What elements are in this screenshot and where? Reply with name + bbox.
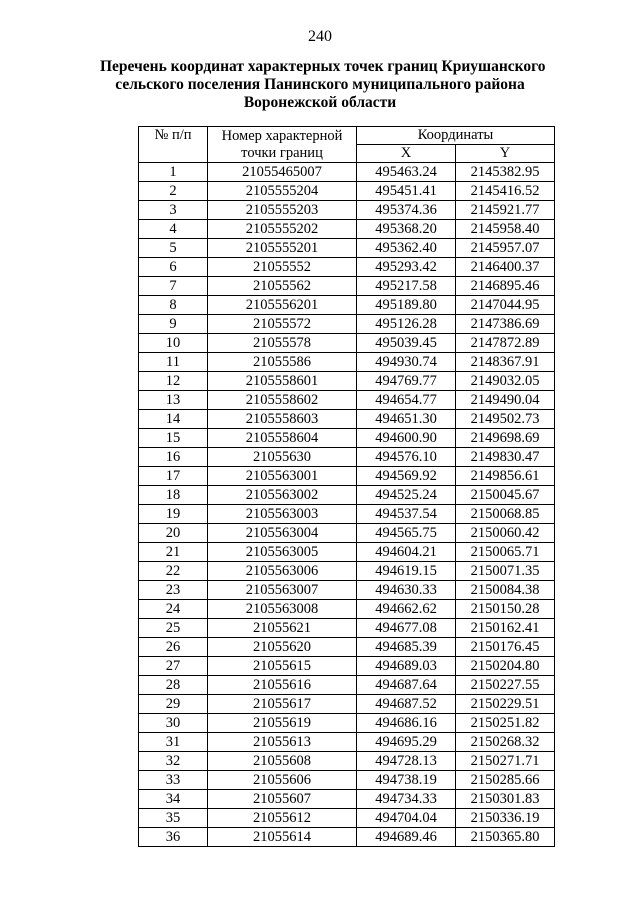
cell-num: 9 xyxy=(139,315,208,334)
cell-point-id: 2105555202 xyxy=(208,220,357,239)
cell-point-id: 21055617 xyxy=(208,695,357,714)
table-row xyxy=(139,372,555,391)
table-row xyxy=(139,676,555,695)
table-row xyxy=(139,809,555,828)
cell-x: 494685.39 xyxy=(357,638,456,657)
cell-num: 35 xyxy=(139,809,208,828)
cell-x: 495362.40 xyxy=(357,239,456,258)
header-coords: Координаты xyxy=(357,127,555,145)
cell-x: 494600.90 xyxy=(357,429,456,448)
cell-num: 17 xyxy=(139,467,208,486)
coordinates-table xyxy=(138,126,555,847)
cell-x: 495126.28 xyxy=(357,315,456,334)
cell-x: 495374.36 xyxy=(357,201,456,220)
header-num: № п/п xyxy=(139,127,208,163)
table-row xyxy=(139,790,555,809)
cell-point-id: 21055630 xyxy=(208,448,357,467)
cell-num: 13 xyxy=(139,391,208,410)
cell-y: 2150229.51 xyxy=(456,695,555,714)
cell-y: 2145958.40 xyxy=(456,220,555,239)
table-row xyxy=(139,467,555,486)
cell-num: 16 xyxy=(139,448,208,467)
cell-y: 2150176.45 xyxy=(456,638,555,657)
table-row xyxy=(139,334,555,353)
cell-y: 2150285.66 xyxy=(456,771,555,790)
cell-num: 11 xyxy=(139,353,208,372)
cell-point-id: 21055615 xyxy=(208,657,357,676)
table-row xyxy=(139,258,555,277)
header-x: X xyxy=(357,145,456,163)
cell-x: 494619.15 xyxy=(357,562,456,581)
cell-y: 2150084.38 xyxy=(456,581,555,600)
cell-y: 2146895.46 xyxy=(456,277,555,296)
table-row xyxy=(139,600,555,619)
header-point xyxy=(208,127,357,163)
cell-num: 5 xyxy=(139,239,208,258)
cell-y: 2150065.71 xyxy=(456,543,555,562)
cell-point-id: 21055572 xyxy=(208,315,357,334)
cell-y: 2147872.89 xyxy=(456,334,555,353)
cell-num: 3 xyxy=(139,201,208,220)
cell-point-id: 21055608 xyxy=(208,752,357,771)
cell-y: 2149032.05 xyxy=(456,372,555,391)
cell-point-id: 21055614 xyxy=(208,828,357,847)
title-line: Воронежской области xyxy=(243,94,397,111)
cell-point-id: 2105558604 xyxy=(208,429,357,448)
cell-x: 494525.24 xyxy=(357,486,456,505)
cell-x: 495451.41 xyxy=(357,182,456,201)
cell-num: 12 xyxy=(139,372,208,391)
table-row xyxy=(139,505,555,524)
cell-point-id: 21055562 xyxy=(208,277,357,296)
cell-y: 2150336.19 xyxy=(456,809,555,828)
cell-num: 33 xyxy=(139,771,208,790)
cell-num: 1 xyxy=(139,163,208,182)
cell-y: 2148367.91 xyxy=(456,353,555,372)
cell-num: 29 xyxy=(139,695,208,714)
cell-y: 2149830.47 xyxy=(456,448,555,467)
cell-num: 10 xyxy=(139,334,208,353)
table-body xyxy=(139,163,555,847)
cell-num: 6 xyxy=(139,258,208,277)
cell-point-id: 21055619 xyxy=(208,714,357,733)
cell-point-id: 21055612 xyxy=(208,809,357,828)
cell-y: 2150268.32 xyxy=(456,733,555,752)
cell-num: 32 xyxy=(139,752,208,771)
cell-point-id: 2105558602 xyxy=(208,391,357,410)
cell-y: 2150301.83 xyxy=(456,790,555,809)
document-title xyxy=(100,58,546,112)
cell-y: 2150045.67 xyxy=(456,486,555,505)
table-header xyxy=(139,127,555,163)
table-row xyxy=(139,429,555,448)
table-row xyxy=(139,714,555,733)
cell-point-id: 21055578 xyxy=(208,334,357,353)
cell-num: 19 xyxy=(139,505,208,524)
table-row xyxy=(139,828,555,847)
cell-y: 2150068.85 xyxy=(456,505,555,524)
cell-num: 27 xyxy=(139,657,208,676)
page-number: 240 xyxy=(308,28,332,45)
cell-num: 22 xyxy=(139,562,208,581)
cell-num: 8 xyxy=(139,296,208,315)
table-row xyxy=(139,239,555,258)
cell-x: 494687.64 xyxy=(357,676,456,695)
cell-point-id: 2105555203 xyxy=(208,201,357,220)
cell-num: 7 xyxy=(139,277,208,296)
cell-y: 2145382.95 xyxy=(456,163,555,182)
table-row xyxy=(139,410,555,429)
cell-point-id: 21055607 xyxy=(208,790,357,809)
cell-point-id: 2105558603 xyxy=(208,410,357,429)
cell-point-id: 2105563005 xyxy=(208,543,357,562)
header-y: Y xyxy=(456,145,555,163)
cell-point-id: 21055621 xyxy=(208,619,357,638)
cell-point-id: 2105555201 xyxy=(208,239,357,258)
cell-x: 494537.54 xyxy=(357,505,456,524)
cell-x: 495039.45 xyxy=(357,334,456,353)
cell-point-id: 21055613 xyxy=(208,733,357,752)
cell-x: 494630.33 xyxy=(357,581,456,600)
cell-point-id: 2105563006 xyxy=(208,562,357,581)
cell-y: 2150204.80 xyxy=(456,657,555,676)
table-row xyxy=(139,562,555,581)
cell-x: 494686.16 xyxy=(357,714,456,733)
cell-point-id: 21055465007 xyxy=(208,163,357,182)
cell-point-id: 2105555204 xyxy=(208,182,357,201)
cell-num: 25 xyxy=(139,619,208,638)
cell-point-id: 21055606 xyxy=(208,771,357,790)
cell-num: 26 xyxy=(139,638,208,657)
cell-y: 2149856.61 xyxy=(456,467,555,486)
table-row xyxy=(139,657,555,676)
cell-y: 2150060.42 xyxy=(456,524,555,543)
cell-y: 2150150.28 xyxy=(456,600,555,619)
cell-num: 31 xyxy=(139,733,208,752)
cell-y: 2150251.82 xyxy=(456,714,555,733)
cell-num: 4 xyxy=(139,220,208,239)
cell-point-id: 2105563008 xyxy=(208,600,357,619)
cell-y: 2150365.80 xyxy=(456,828,555,847)
cell-y: 2149698.69 xyxy=(456,429,555,448)
cell-x: 494654.77 xyxy=(357,391,456,410)
header-point-line: точки границ xyxy=(241,144,323,161)
cell-x: 494651.30 xyxy=(357,410,456,429)
cell-x: 494704.04 xyxy=(357,809,456,828)
table-row xyxy=(139,638,555,657)
table-row xyxy=(139,695,555,714)
cell-x: 494695.29 xyxy=(357,733,456,752)
cell-point-id: 2105558601 xyxy=(208,372,357,391)
cell-x: 495463.24 xyxy=(357,163,456,182)
cell-num: 2 xyxy=(139,182,208,201)
cell-point-id: 21055586 xyxy=(208,353,357,372)
table-row xyxy=(139,391,555,410)
cell-x: 494689.46 xyxy=(357,828,456,847)
table-row xyxy=(139,448,555,467)
cell-x: 494734.33 xyxy=(357,790,456,809)
cell-num: 36 xyxy=(139,828,208,847)
cell-y: 2150271.71 xyxy=(456,752,555,771)
cell-point-id: 2105563003 xyxy=(208,505,357,524)
cell-num: 21 xyxy=(139,543,208,562)
cell-y: 2150071.35 xyxy=(456,562,555,581)
table-row xyxy=(139,277,555,296)
table-row xyxy=(139,220,555,239)
cell-x: 495189.80 xyxy=(357,296,456,315)
cell-num: 28 xyxy=(139,676,208,695)
table-row xyxy=(139,619,555,638)
table-row xyxy=(139,163,555,182)
cell-point-id: 2105563002 xyxy=(208,486,357,505)
cell-x: 494738.19 xyxy=(357,771,456,790)
title-line: сельского поселения Панинского муниципального района xyxy=(115,76,525,93)
cell-y: 2145957.07 xyxy=(456,239,555,258)
table-row xyxy=(139,752,555,771)
cell-x: 494769.77 xyxy=(357,372,456,391)
table-row xyxy=(139,201,555,220)
cell-num: 20 xyxy=(139,524,208,543)
cell-x: 495293.42 xyxy=(357,258,456,277)
table-row xyxy=(139,296,555,315)
cell-num: 15 xyxy=(139,429,208,448)
cell-x: 494576.10 xyxy=(357,448,456,467)
header-point-line: Номер характерной xyxy=(221,127,343,144)
cell-x: 494728.13 xyxy=(357,752,456,771)
cell-num: 24 xyxy=(139,600,208,619)
cell-x: 494930.74 xyxy=(357,353,456,372)
cell-y: 2149502.73 xyxy=(456,410,555,429)
cell-x: 494569.92 xyxy=(357,467,456,486)
cell-point-id: 2105563007 xyxy=(208,581,357,600)
cell-x: 494604.21 xyxy=(357,543,456,562)
cell-y: 2145921.77 xyxy=(456,201,555,220)
table-row xyxy=(139,771,555,790)
table-row xyxy=(139,543,555,562)
cell-x: 494565.75 xyxy=(357,524,456,543)
cell-point-id: 2105563001 xyxy=(208,467,357,486)
cell-y: 2146400.37 xyxy=(456,258,555,277)
cell-x: 494687.52 xyxy=(357,695,456,714)
cell-x: 494689.03 xyxy=(357,657,456,676)
cell-x: 495368.20 xyxy=(357,220,456,239)
cell-num: 30 xyxy=(139,714,208,733)
cell-num: 14 xyxy=(139,410,208,429)
cell-y: 2150162.41 xyxy=(456,619,555,638)
cell-x: 494662.62 xyxy=(357,600,456,619)
cell-x: 495217.58 xyxy=(357,277,456,296)
table-row xyxy=(139,353,555,372)
table-row xyxy=(139,733,555,752)
cell-y: 2145416.52 xyxy=(456,182,555,201)
table-row xyxy=(139,182,555,201)
cell-x: 494677.08 xyxy=(357,619,456,638)
cell-point-id: 2105563004 xyxy=(208,524,357,543)
cell-y: 2147386.69 xyxy=(456,315,555,334)
cell-num: 23 xyxy=(139,581,208,600)
cell-point-id: 21055616 xyxy=(208,676,357,695)
cell-point-id: 21055552 xyxy=(208,258,357,277)
cell-point-id: 2105556201 xyxy=(208,296,357,315)
title-line: Перечень координат характерных точек границ Криушанского xyxy=(100,58,546,75)
cell-y: 2150227.55 xyxy=(456,676,555,695)
table-row xyxy=(139,486,555,505)
table-row xyxy=(139,581,555,600)
cell-num: 34 xyxy=(139,790,208,809)
table-row xyxy=(139,315,555,334)
cell-y: 2147044.95 xyxy=(456,296,555,315)
table-row xyxy=(139,524,555,543)
cell-point-id: 21055620 xyxy=(208,638,357,657)
cell-num: 18 xyxy=(139,486,208,505)
cell-y: 2149490.04 xyxy=(456,391,555,410)
